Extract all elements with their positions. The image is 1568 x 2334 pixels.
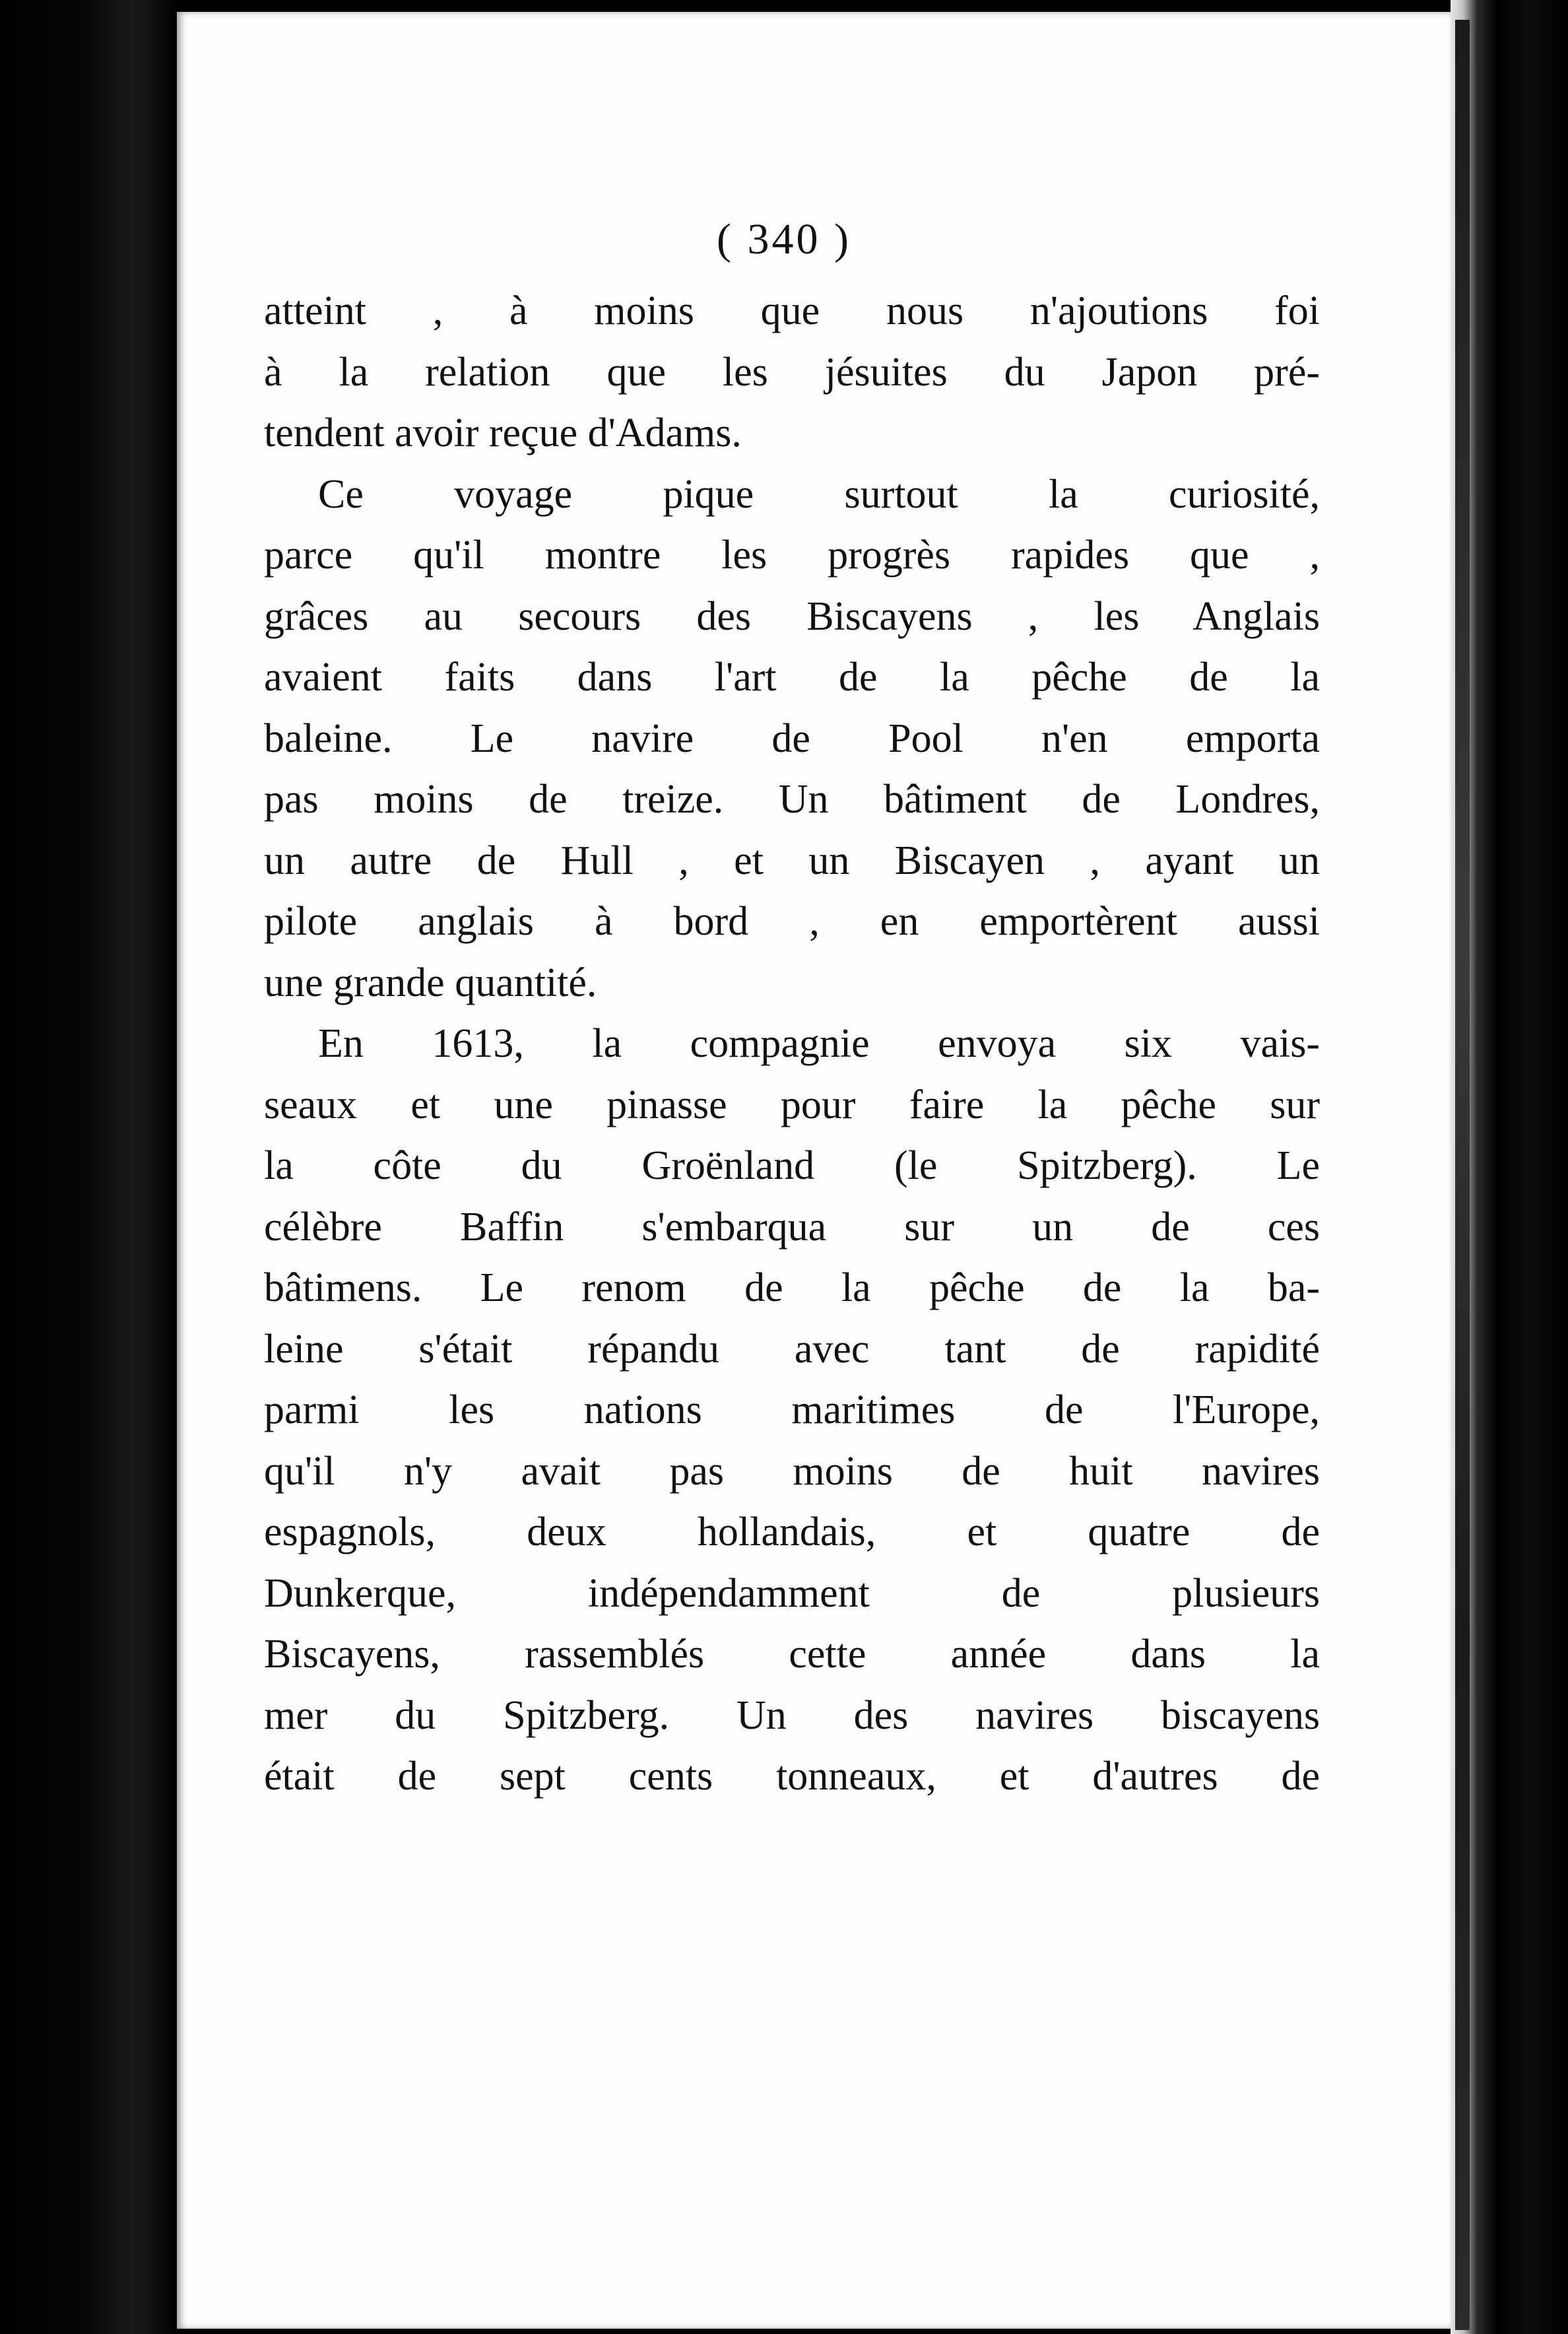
text-line: bâtimens. Le renom de la pêche de la ba- (264, 1265, 1320, 1310)
text-line: Dunkerque, indépendamment de plusieurs (264, 1570, 1320, 1616)
text-line: à la relation que les jésuites du Japon pré- (264, 349, 1320, 395)
text-line: pilote anglais à bord , en emportèrent aussi (264, 899, 1320, 944)
text-line: En 1613, la compagnie envoya six vais- (318, 1021, 1320, 1066)
text-line: mer du Spitzberg. Un des navires biscayens (264, 1692, 1320, 1738)
text-line: était de sept cents tonneaux, et d'autres de (264, 1754, 1320, 1799)
text-line: baleine. Le navire de Pool n'en emporta (264, 716, 1320, 761)
text-line: tendent avoir reçue d'Adams. (264, 411, 742, 455)
text-line: Biscayens, rassemblés cette année dans la (264, 1632, 1320, 1677)
page-body-text (264, 281, 1320, 1807)
page-number-header: ( 340 ) (717, 215, 851, 263)
next-page-edge (1455, 20, 1470, 2330)
text-line: grâces au secours des Biscayens , les Anglais (264, 593, 1320, 639)
text-line: parce qu'il montre les progrès rapides que , (264, 533, 1320, 578)
text-line: célèbre Baffin s'embarqua sur un de ces (264, 1204, 1320, 1250)
text-line: Ce voyage pique surtout la curiosité, (318, 471, 1320, 517)
text-line: atteint , à moins que nous n'ajoutions foi (264, 288, 1320, 333)
text-line: avaient faits dans l'art de la pêche de la (264, 655, 1320, 700)
text-line: la côte du Groënland (le Spitzberg). Le (264, 1143, 1320, 1188)
text-line: parmi les nations maritimes de l'Europe, (264, 1387, 1320, 1432)
text-line: seaux et une pinasse pour faire la pêche sur (264, 1082, 1320, 1127)
text-line: un autre de Hull , et un Biscayen , ayant un (264, 838, 1320, 883)
text-line: espagnols, deux hollandais, et quatre de (264, 1510, 1320, 1554)
text-line: qu'il n'y avait pas moins de huit navires (264, 1448, 1320, 1494)
text-line: pas moins de treize. Un bâtiment de Londres, (264, 777, 1320, 822)
scan-left-margin (0, 0, 178, 2334)
text-line: une grande quantité. (264, 960, 597, 1005)
text-line: leine s'était répandu avec tant de rapidité (264, 1326, 1320, 1372)
